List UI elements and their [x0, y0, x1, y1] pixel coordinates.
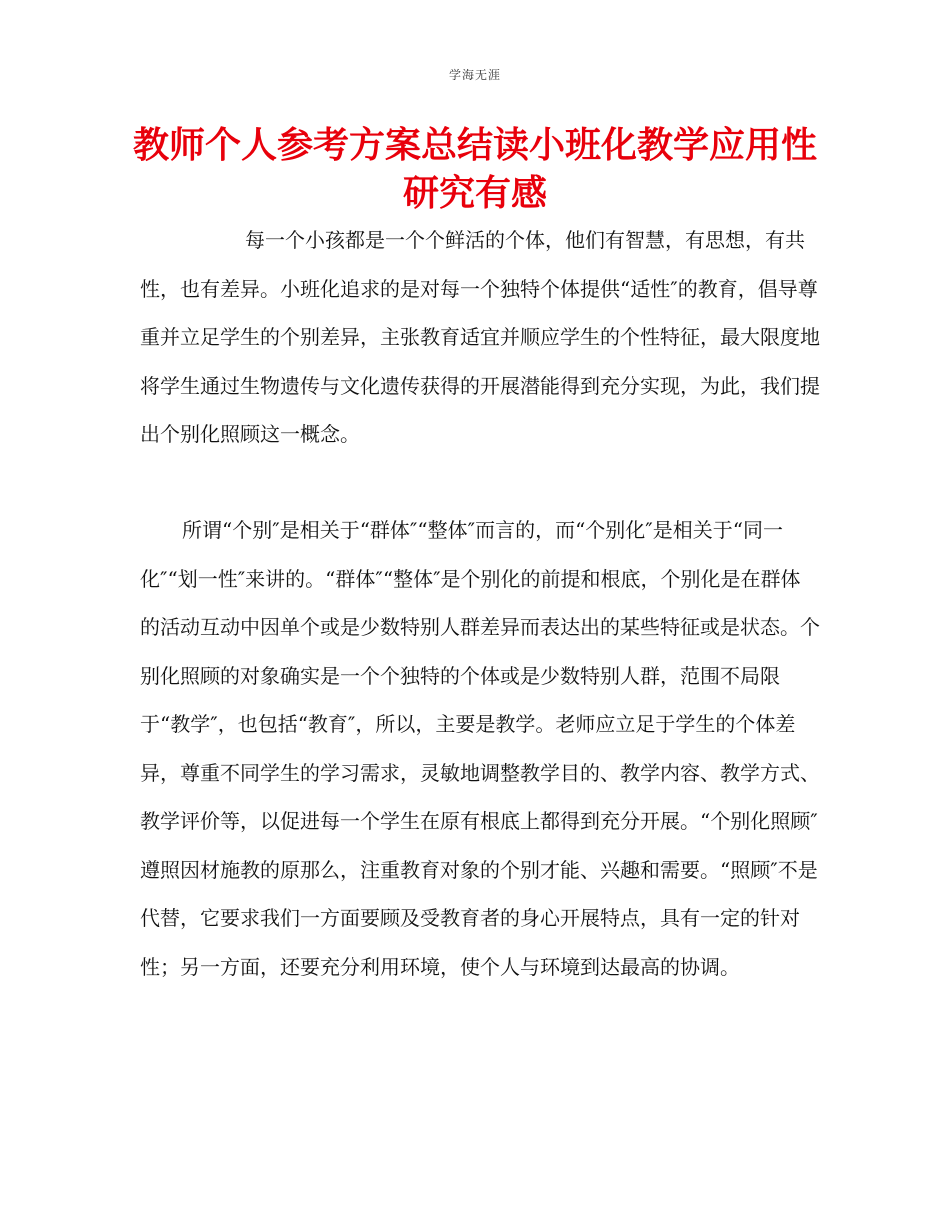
paragraph-1: 每一个小孩都是一个个鲜活的个体，他们有智慧，有思想，有共性，也有差异。小班化追求的是对每一个独特个体提供“适性″的教育，倡导尊重并立足学生的个别差异，主张教育适宜并顺应学生的个性特征，最大限度地将学生通过生物遗传与文化遗传获得的开展潜能得到充分实现，为此，我们提出个别化照顾这一概念。: [140, 228, 820, 446]
page-header: 学海无涯: [448, 68, 501, 82]
paragraph-2: 所谓“个别″是相关于“群体″“整体″而言的，而“个别化″是相关于“同一化″“划一性″来讲的。“群体″“整体″是个别化的前提和根底，个别化是在群体的活动互动中因单个或是少数特别人群差异而表达出的某些特征或是状态。个别化照顾的对象确实是一个个独特的个体或是少数特别人群，范围不局限于“教学″，也包括“教育″，所以，主要是教学。老师应立足于学生的个体差异，尊重不同学生的学习需求，灵敏地调整教学目的、教学内容、教学方式、教学评价等，以促进每一个学生在原有根底上都得到充分开展。“个别化照顾″遵照因材施教的原那么，注重教育对象的个别才能、兴趣和需要。“照顾″不是代替，它要求我们一方面要顾及受教育者的身心开展特点，具有一定的针对性；另一方面，还要充分利用环境，使个人与环境到达最高的协调。: [140, 518, 820, 979]
document-title: 教师个人参考方案总结读小班化教学应用性研究有感: [132, 125, 817, 214]
